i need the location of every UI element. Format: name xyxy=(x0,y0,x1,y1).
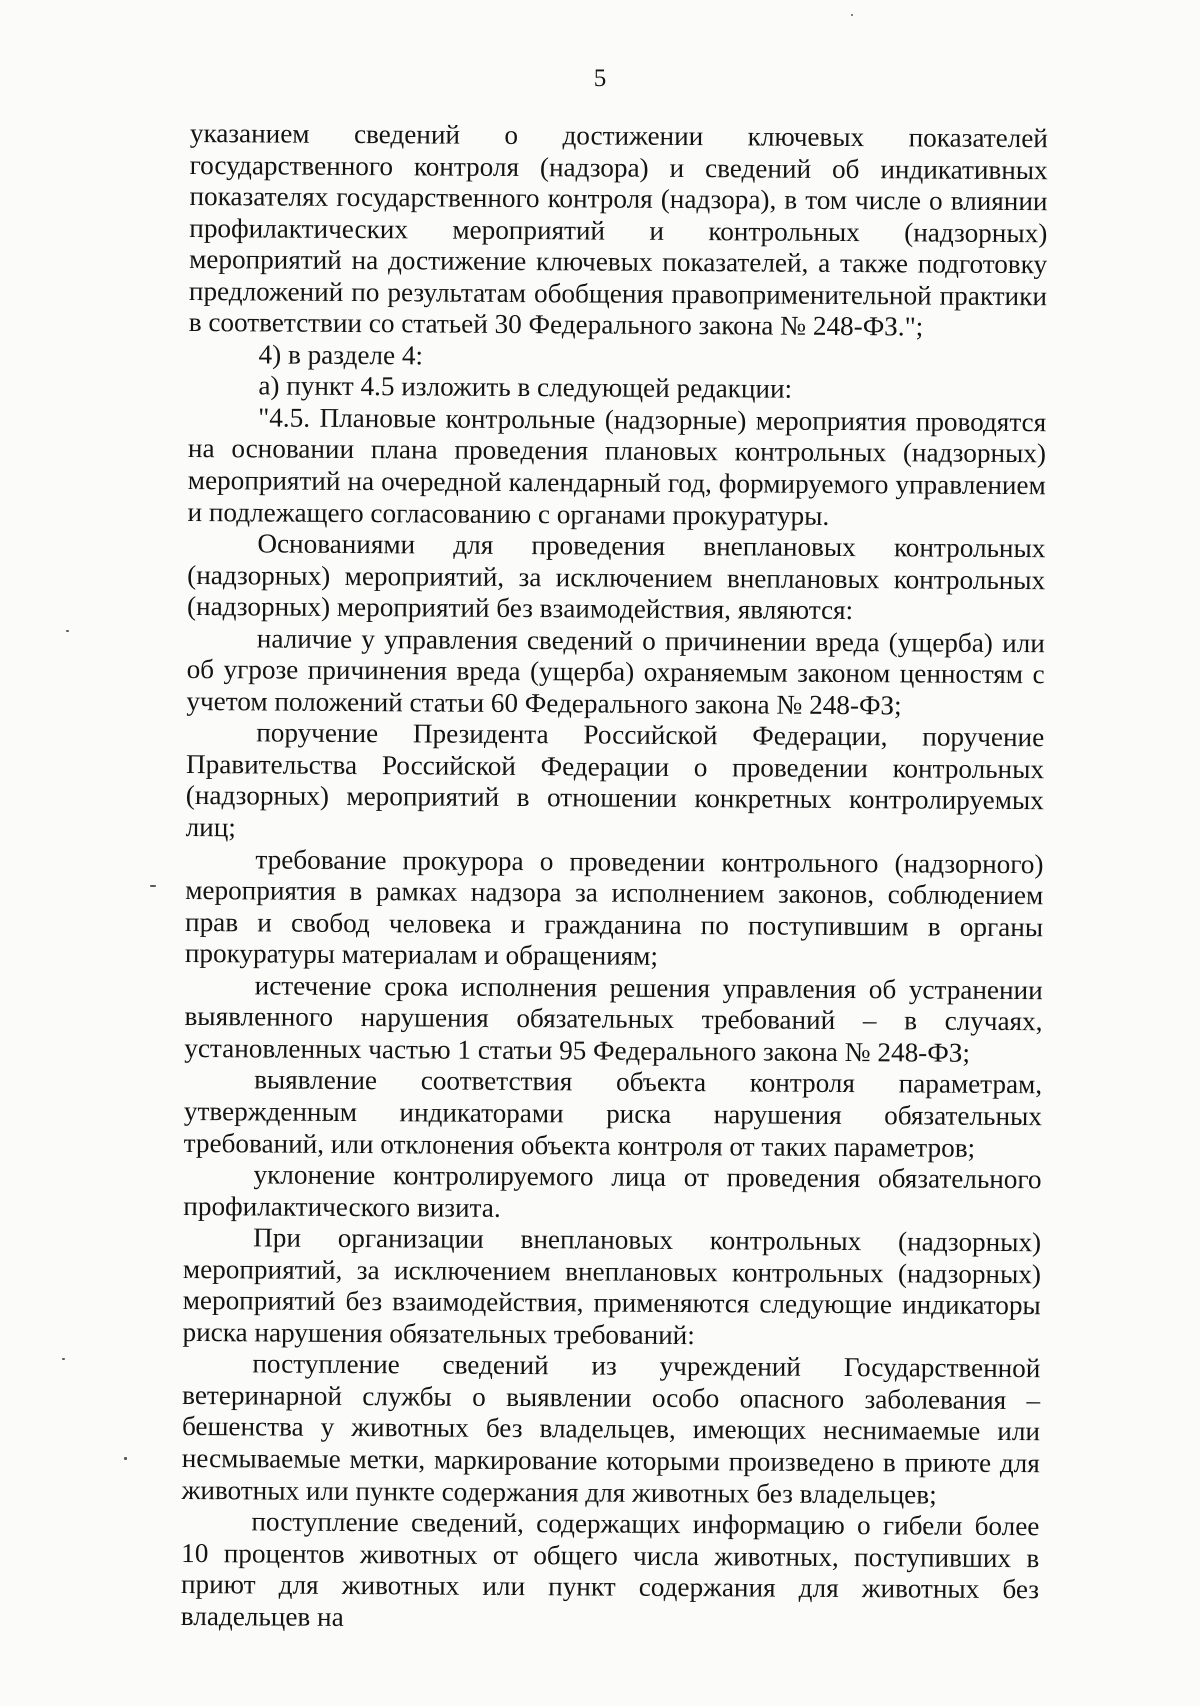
paragraph-ground-harm-info: наличие у управления сведений о причинении вреда (ущерба) или об угрозе причинения вреда (ущерба) охраняемым законом ценностям с учетом положений статьи 60 Федерального закона № 248-ФЗ; xyxy=(186,623,1045,721)
scan-dust-mark xyxy=(851,14,853,16)
paragraph-ground-prosecutor-demand: требование прокурора о проведении контрольного (надзорного) мероприятия в рамках надзора за исполнением законов, соблюдением прав и свобод человека и гражданина по поступившим в органы прокуратуры материалам и обращениям; xyxy=(184,843,1044,972)
paragraph-4-5-planned-measures: "4.5. Плановые контрольные (надзорные) мероприятия проводятся на основании плана проведения плановых контрольных (надзорных) мероприятий на очередной календарный год, формируемого управлением и подлежащего согласованию с органами прокуратуры. xyxy=(187,402,1047,531)
paragraph-ground-risk-indicators: выявление соответствия объекта контроля параметрам, утвержденным индикаторами риска нарушения обязательных требований, или отклонения объекта контроля от таких параметров; xyxy=(183,1064,1043,1163)
scan-dust-mark xyxy=(150,885,156,887)
scan-dust-mark xyxy=(66,630,69,632)
paragraph-ground-deadline-expiry: истечение срока исполнения решения управления об устранении выявленного нарушения обязательных требований – в случаях, установленных частью 1 статьи 95 Федерального закона № 248-ФЗ; xyxy=(184,970,1043,1068)
scan-dust-mark xyxy=(124,1457,127,1460)
scan-dust-mark xyxy=(62,1358,65,1360)
paragraph-risk-indicators-intro: При организации внеплановых контрольных (надзорных) мероприятий, за исключением внеплановых контрольных (надзорных) мероприятий без взаимодействия, применяются следующие индикаторы риска нарушения обязательных требований: xyxy=(182,1222,1042,1350)
paragraph-ground-visit-evasion: уклонение контролируемого лица от проведения обязательного профилактического визита. xyxy=(183,1159,1042,1223)
paragraph-grounds-unplanned: Основаниями для проведения внеплановых контрольных (надзорных) мероприятий, за исключением внеплановых контрольных (надзорных) мероприятий без взаимодействия, являются: xyxy=(186,528,1046,626)
paragraph-section-4: 4) в разделе 4: xyxy=(258,339,424,371)
page-number: 5 xyxy=(593,65,607,92)
paragraph-continuation: указанием сведений о достижении ключевых показателей государственного контроля (надзора) и сведений об индикативных показателях государственного контроля (надзора), в том числе о влиянии профилактических мероприятий и контрольных (надзорных) мероприятий на достижение ключевых показателей, а также подготовку предложений по результатам обобщения правоприменительной практики в соответствии со статьей 30 Федерального закона № 248-ФЗ."; xyxy=(188,118,1048,342)
document-body xyxy=(181,118,1048,1637)
paragraph-ground-president-order: поручение Президента Российской Федерации, поручение Правительства Российской Федерации о проведении контрольных (надзорных) мероприятий в отношении конкретных контролируемых лиц; xyxy=(185,717,1045,843)
paragraph-indicator-animal-deaths: поступление сведений, содержащих информацию о гибели более 10 процентов животных от общего числа животных, поступивших в приют для животных или пункт содержания для животных без владельцев на xyxy=(180,1506,1040,1632)
paragraph-indicator-rabies: поступление сведений из учреждений Государственной ветеринарной службы о выявлении особо опасного заболевания – бешенства у животных без владельцев, имеющих неснимаемые или несмываемые метки, маркирование которыми произведено в приюте для животных или пункте содержания для животных без владельцев; xyxy=(181,1348,1041,1510)
paragraph-item-a: а) пункт 4.5 изложить в следующей редакции: xyxy=(258,370,793,405)
